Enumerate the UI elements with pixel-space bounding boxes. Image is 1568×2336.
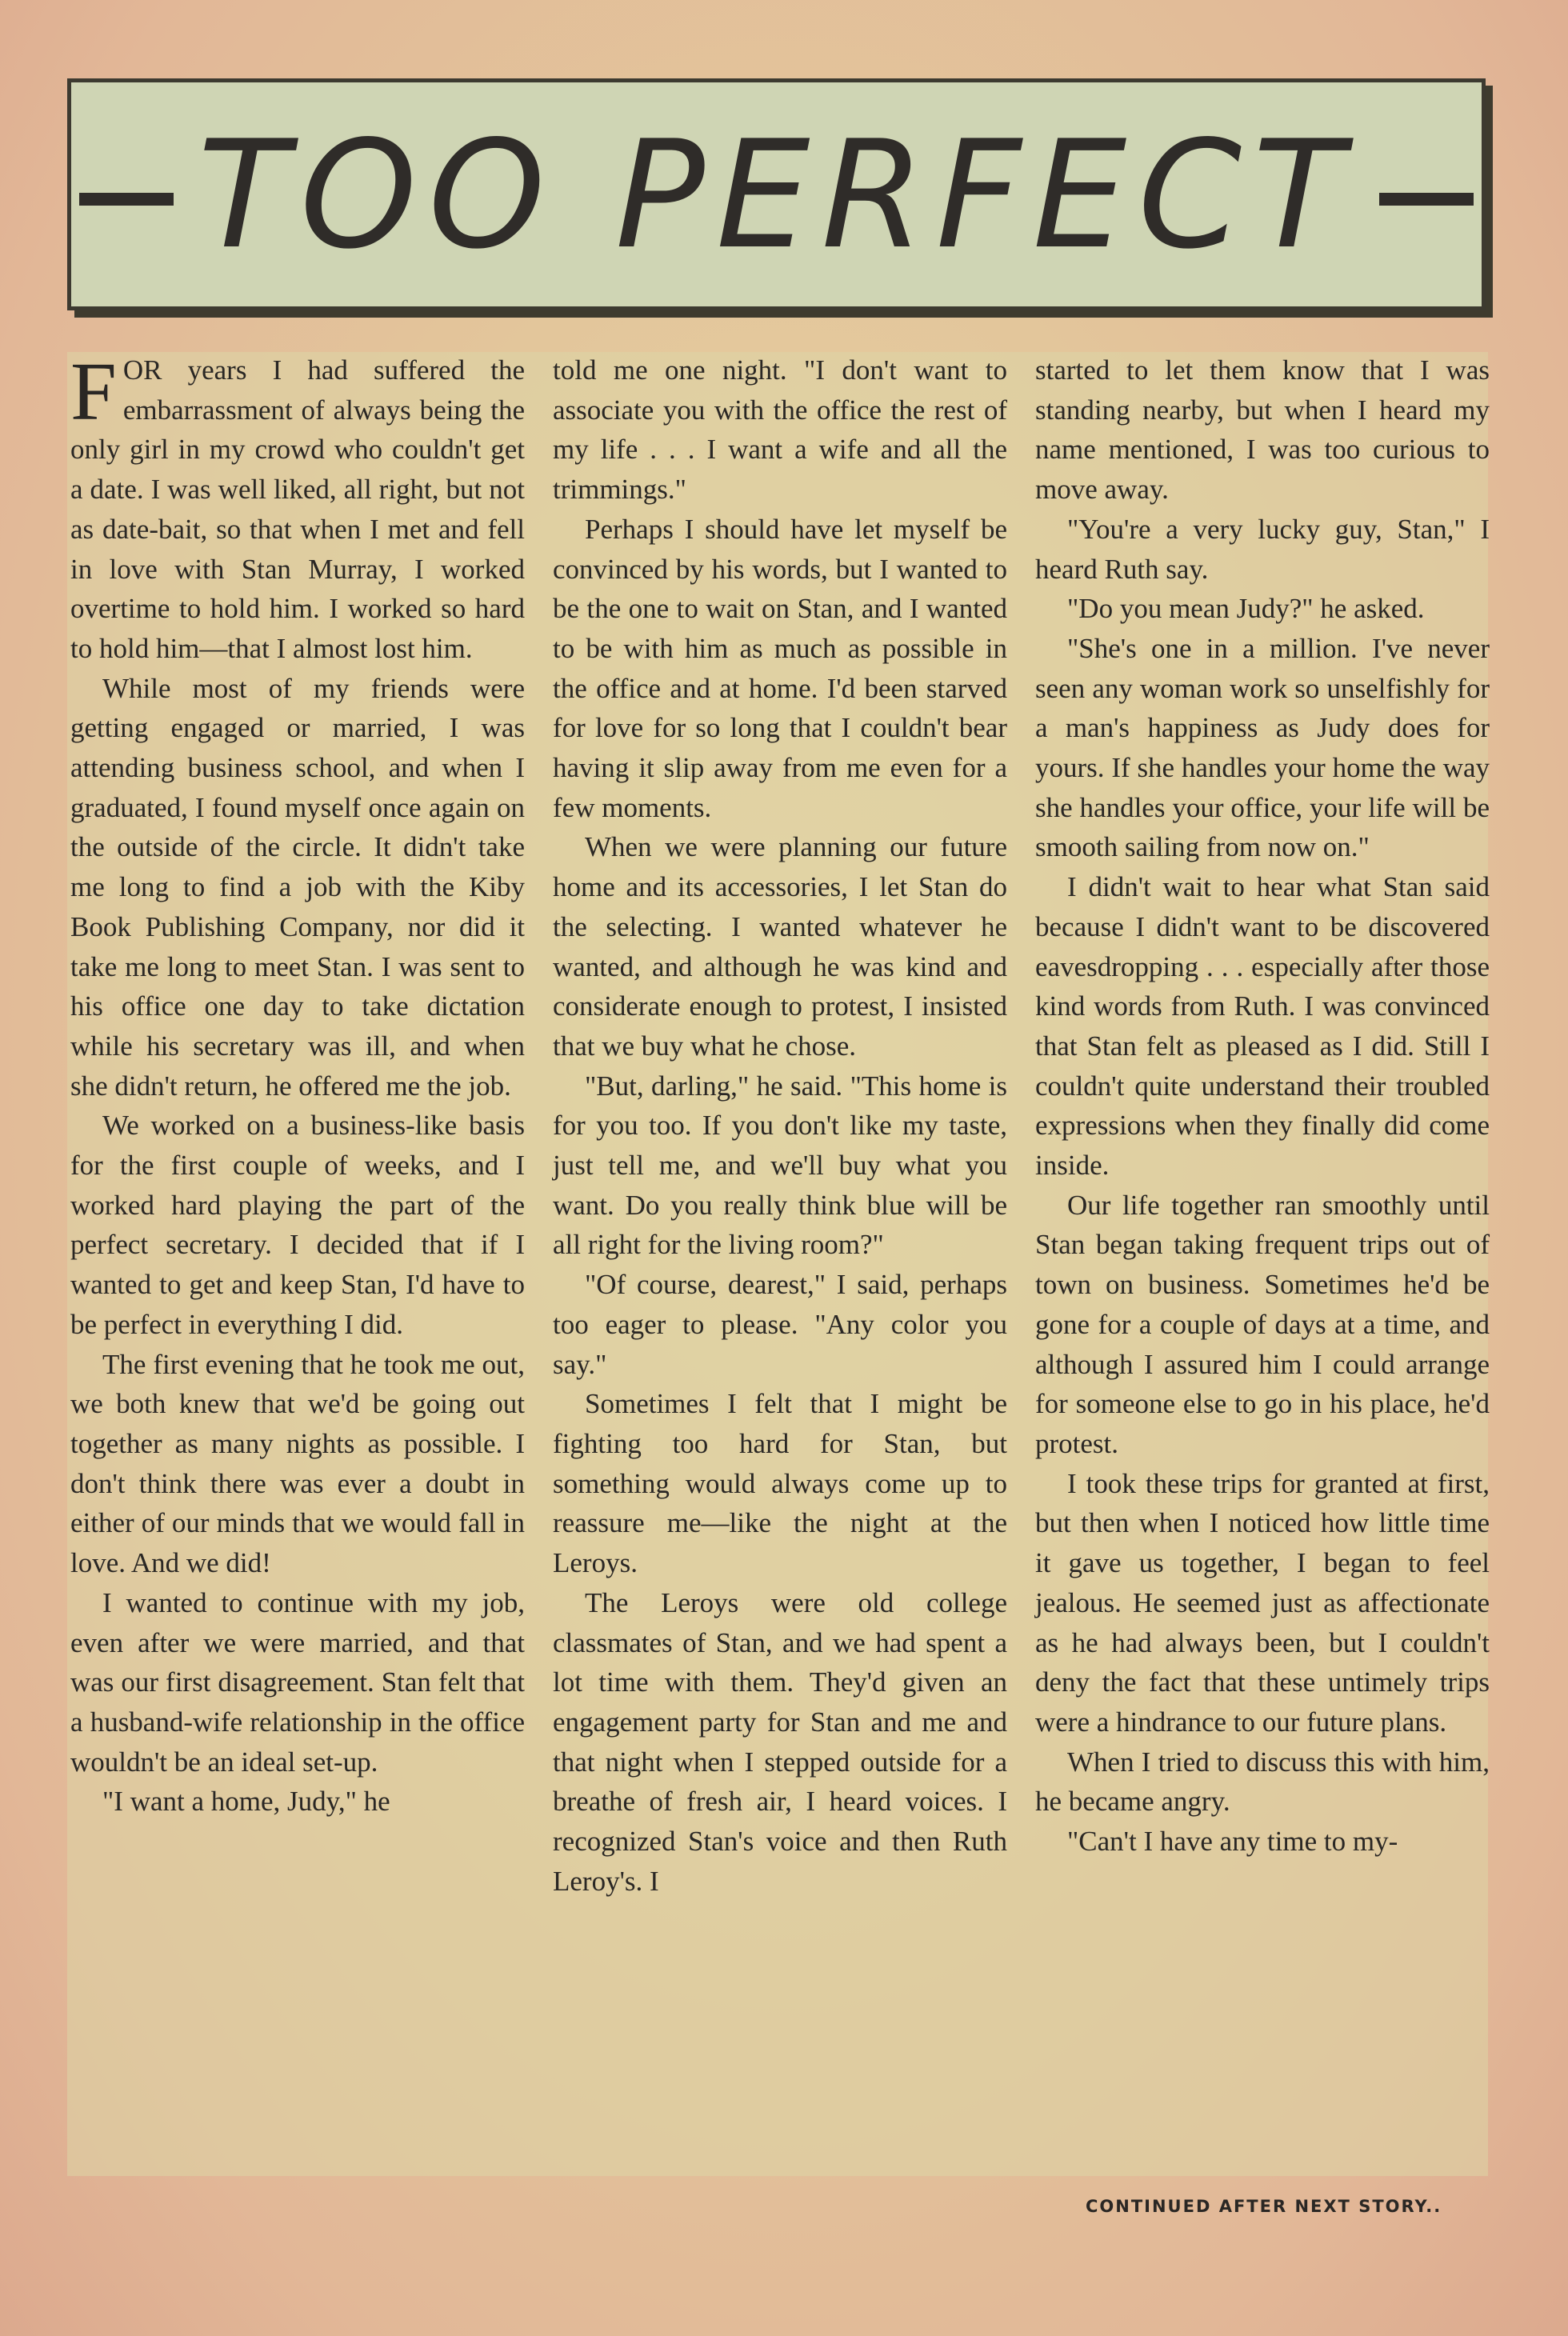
column-1 (70, 346, 525, 1822)
title-dash-left (79, 193, 174, 206)
paragraph: While most of my friends were getting engaged or married, I was attending business school, and when I graduated, I found myself once again on the outside of the circle. It didn't take me long to find a job with the Kiby Book Publishing Company, nor did it take me long to meet Stan. I was sent to his office one day to take dictation while his secretary was ill, and when she didn't return, he offered me the job. (70, 672, 525, 1102)
paragraph (70, 346, 525, 669)
title-text: TOO PERFECT (198, 107, 1355, 282)
paragraph: "Can't I have any time to my- (1067, 1826, 1398, 1858)
paragraph: When I tried to discuss this with him, he became angry. (1035, 1746, 1490, 1818)
paragraph: Sometimes I felt that I might be fighting too hard for Stan, but something would always come up to reassure me—like the night at the Leroys. (553, 1388, 1007, 1579)
paragraph: I didn't wait to hear what Stan said because I didn't want to be discovered eavesdropping . . . especially after those kind words from Ruth. I was convinced that Stan felt as pleased as I did. Still I couldn't quite understand their troubled expressions when they finally did come inside. (1035, 871, 1490, 1182)
paragraph: I took these trips for granted at first, but then when I noticed how little time it gave us together, I began to feel jealous. He seemed just as affectionate as he had always been, but I couldn't deny the fact that these untimely trips were a hindrance to our future plans. (1035, 1467, 1490, 1738)
column-3 (1035, 350, 1490, 1862)
title-box (67, 78, 1486, 310)
paragraph: "But, darling," he said. "This home is for you too. If you don't like my taste, just tell me, and we'll buy what you want. Do you really think blue will be all right for the living room?" (553, 1070, 1007, 1261)
paragraph: told me one night. "I don't want to associate you with the office the rest of my life . . . I want a wife and all the trimmings." (553, 354, 1007, 506)
paragraph: "Do you mean Judy?" he asked. (1067, 593, 1425, 625)
column-2 (553, 350, 1007, 1901)
paragraph: The Leroys were old college classmates of Stan, and we had spent a lot time with them. They'd given an engagement party for Stan and me and that night when I stepped outside for a breathe of fresh air, I heard voices. I recognized Stan's voice and then Ruth Leroy's. I (553, 1586, 1007, 1897)
paragraph: The first evening that he took me out, we both knew that we'd be going out together as many nights as possible. I don't think there was ever a doubt in either of our minds that we would fall in love. And we did! (70, 1348, 525, 1579)
paragraph: "I want a home, Judy," he (102, 1786, 390, 1818)
paragraph-text: OR years I had suffered the embarrassment of always being the only girl in my crowd who couldn't get a date. I was well liked, all right, but not as date-bait, so that when I met and fell in love with Stan Murray, I worked overtime to hold him. I worked so hard to hold him—that I almost lost him. (70, 354, 525, 664)
story-body (67, 346, 1491, 2190)
paragraph: started to let them know that I was standing nearby, but when I heard my name mentioned, I was too curious to move away. (1035, 354, 1490, 506)
paragraph: "Of course, dearest," I said, perhaps too eager to please. "Any color you say." (553, 1269, 1007, 1380)
paragraph: "You're a very lucky guy, Stan," I heard Ruth say. (1035, 513, 1490, 585)
paragraph: We worked on a business-like basis for the first couple of weeks, and I worked hard playing the part of the perfect secretary. I decided that if I wanted to get and keep Stan, I'd have to be perfect in everything I did. (70, 1110, 525, 1340)
paragraph: Perhaps I should have let myself be convinced by his words, but I wanted to be the one to wait on Stan, and I wanted to be with him as much as possible in the office and at home. I'd been starved for love for so long that I couldn't bear having it slip away from me even for a few moments. (553, 513, 1007, 823)
paragraph: When we were planning our future home and its accessories, I let Stan do the selecting. I wanted whatever he wanted, and although he was kind and considerate enough to protest, I insisted that we buy what he chose. (553, 831, 1007, 1062)
paragraph: I wanted to continue with my job, even after we were married, and that was our first disagreement. Stan felt that a husband-wife relationship in the office wouldn't be an ideal set-up. (70, 1586, 525, 1778)
title-dash-right (1379, 193, 1474, 206)
continued-notice: CONTINUED AFTER NEXT STORY.. (1086, 2197, 1442, 2216)
paragraph: Our life together ran smoothly until Stan began taking frequent trips out of town on business. Sometimes he'd be gone for a couple of days at a time, and although I assured him I could arrange for someone else to go in his place, he'd protest. (1035, 1189, 1490, 1459)
drop-cap: F (70, 346, 117, 438)
story-title (55, 108, 1497, 282)
paragraph: "She's one in a million. I've never seen any woman work so unselfishly for a man's happiness as Judy does for yours. If she handles your home the way she handles your office, your life will be smooth sailing from now on." (1035, 632, 1490, 863)
